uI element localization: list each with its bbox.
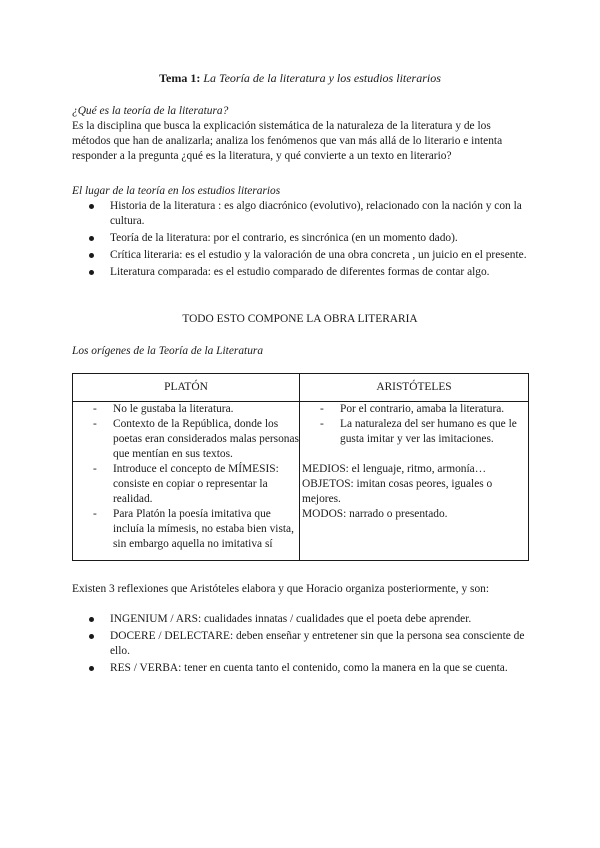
list-item: - La naturaleza del ser humano es que le gusta imitar y ver las imitaciones. <box>300 417 528 447</box>
list-item: INGENIUM / ARS: cualidades innatas / cualidades que el poeta debe aprender. <box>72 612 528 627</box>
aristoteles-extra <box>300 462 528 522</box>
modos-line: MODOS: narrado o presentado. <box>302 508 448 520</box>
header-aristoteles: ARISTÓTELES <box>300 374 529 402</box>
comparison-table <box>72 373 529 561</box>
reflections-list <box>72 612 528 676</box>
document-title <box>72 71 528 86</box>
section-reflections-intro: Existen 3 reflexiones que Aristóteles elabora y que Horacio organiza posteriormente, y son: <box>72 583 490 595</box>
section-place-list <box>72 199 528 280</box>
medios-line: MEDIOS: el lenguaje, ritmo, armonía… <box>302 463 487 475</box>
table-row <box>73 402 529 561</box>
section-what-is <box>72 104 528 164</box>
header-platon: PLATÓN <box>73 374 300 402</box>
title-label: Tema 1: <box>159 71 201 85</box>
objetos-line: OBJETOS: imitan cosas peores, iguales o mejores. <box>302 478 493 505</box>
list-item: Crítica literaria: es el estudio y la valoración de una obra concreta , un juicio en el presente. <box>72 248 528 263</box>
list-item: - Por el contrario, amaba la literatura. <box>300 402 528 417</box>
table-header-row <box>73 374 529 402</box>
section-reflections <box>72 612 528 676</box>
title-text: La Teoría de la literatura y los estudios literarios <box>203 71 441 85</box>
list-item: DOCERE / DELECTARE: deben enseñar y entretener sin que la persona sea consciente de ello. <box>72 629 528 659</box>
section-what-is-heading: ¿Qué es la teoría de la literatura? <box>72 105 229 117</box>
list-item: Literatura comparada: es el estudio comparado de diferentes formas de contar algo. <box>72 265 528 280</box>
list-item: Teoría de la literatura: por el contrario, es sincrónica (en un momento dado). <box>72 231 528 246</box>
list-item: Historia de la literatura : es algo diacrónico (evolutivo), relacionado con la nación y con la cultura. <box>72 199 528 229</box>
section-place-heading: El lugar de la teoría en los estudios literarios <box>72 185 281 197</box>
list-item: RES / VERBA: tener en cuenta tanto el contenido, como la manera en la que se cuenta. <box>72 661 528 676</box>
list-item: - No le gustaba la literatura. <box>73 402 299 417</box>
section-what-is-body: Es la disciplina que busca la explicación sistemática de la naturaleza de la literatura y de los métodos que han de analizarla; analiza los fenómenos que van más allá de lo literario e intenta responder a la pregunta ¿qué es la literatura, y qué convierte a un texto en literario? <box>72 120 503 162</box>
platon-cell <box>73 402 300 561</box>
section-place <box>72 184 528 280</box>
list-item: - Para Platón la poesía imitativa que incluía la mímesis, no estaba bien vista, sin embargo aquella no imitativa sí <box>73 507 299 552</box>
aristoteles-list <box>300 402 528 447</box>
aristoteles-cell <box>300 402 529 561</box>
platon-list <box>73 402 299 552</box>
list-item: - Contexto de la República, donde los poetas eran considerados malas personas que mentían en sus textos. <box>73 417 299 462</box>
section-origins-heading: Los orígenes de la Teoría de la Literatura <box>72 345 264 357</box>
list-item: - Introduce el concepto de MÍMESIS: consiste en copiar o representar la realidad. <box>73 462 299 507</box>
summary-line: TODO ESTO COMPONE LA OBRA LITERARIA <box>182 313 418 325</box>
